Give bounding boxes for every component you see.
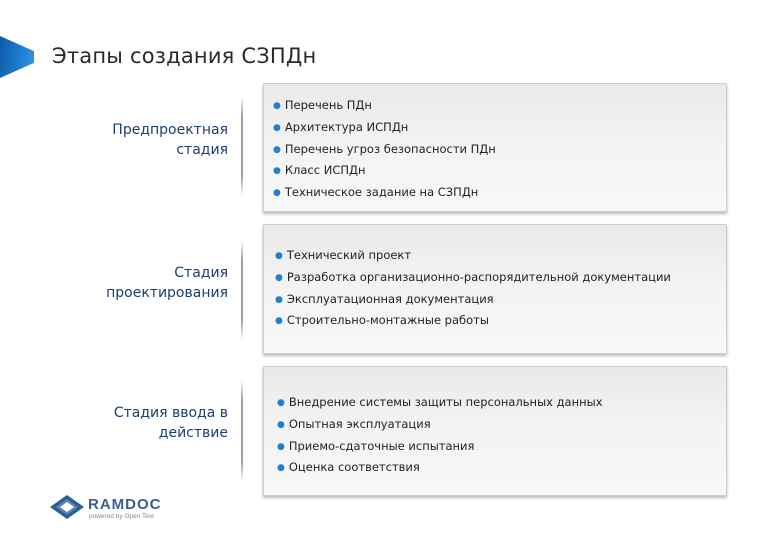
list-item: [277, 436, 726, 458]
list-item: [273, 160, 726, 182]
logo-tagline: powered by Open Text: [89, 513, 154, 520]
list-item: [275, 289, 726, 311]
title-accent-bar: [0, 36, 34, 78]
stage-item-list: [275, 245, 726, 332]
list-item-text: Технический проект: [286, 248, 412, 262]
list-item: [277, 457, 726, 479]
list-item: [275, 310, 726, 332]
logo-emblem-icon: [50, 495, 84, 519]
list-item-text: Техническое задание на СЗПДн: [284, 185, 479, 200]
bullet-icon: ●: [273, 122, 281, 133]
stage-divider: [241, 96, 243, 196]
list-item-text: Опытная эксплуатация: [288, 416, 431, 431]
list-item-text: Внедрение системы защиты персональных данных: [288, 395, 603, 409]
bullet-icon: ●: [277, 441, 285, 452]
list-item-text: Строительно-монтажные работы: [286, 313, 489, 328]
list-item: [277, 414, 726, 436]
stage-box-commissioning: [263, 366, 727, 496]
stage-box-preproject: [263, 83, 727, 212]
bullet-icon: ●: [275, 316, 283, 327]
list-item: [275, 245, 726, 267]
list-item: [273, 95, 726, 117]
page-title: Этапы создания СЗПДн: [52, 44, 317, 68]
list-item-text: Эксплуатационная документация: [286, 291, 494, 306]
stage-box-design: [263, 224, 727, 354]
list-item-text: Класс ИСПДн: [284, 163, 366, 178]
stage-label-preproject: Предпроектная стадия: [112, 122, 228, 158]
stage-item-list: [277, 392, 726, 479]
list-item-text: Оценка соответствия: [288, 460, 420, 475]
list-item-text: Приемо-сдаточные испытания: [288, 438, 475, 453]
bullet-icon: ●: [275, 272, 283, 283]
bullet-icon: ●: [275, 251, 283, 261]
bullet-icon: ●: [277, 398, 285, 408]
list-item-text: Перечень ПДн: [284, 98, 372, 112]
bullet-icon: ●: [277, 419, 285, 430]
bullet-icon: ●: [273, 101, 281, 111]
list-item: [275, 267, 726, 289]
stage-label-design: Стадия проектирования: [106, 265, 228, 301]
logo-wordmark: RAMDOC: [88, 496, 162, 513]
company-logo: [50, 495, 162, 523]
stage-divider: [241, 380, 243, 482]
list-item-text: Разработка организационно-распорядительной документации: [286, 269, 671, 284]
list-item: [273, 182, 726, 204]
bullet-icon: ●: [277, 463, 285, 474]
list-item-text: Перечень угроз безопасности ПДн: [284, 141, 496, 156]
bullet-icon: ●: [273, 166, 281, 177]
bullet-icon: ●: [275, 294, 283, 305]
bullet-icon: ●: [273, 144, 281, 155]
stage-divider: [241, 240, 243, 340]
list-item: [273, 117, 726, 139]
stage-item-list: [273, 95, 726, 204]
bullet-icon: ●: [273, 188, 281, 199]
list-item: [277, 392, 726, 414]
list-item: [273, 139, 726, 161]
list-item-text: Архитектура ИСПДн: [284, 119, 409, 134]
stage-label-commissioning: Стадия ввода в действие: [113, 405, 228, 441]
